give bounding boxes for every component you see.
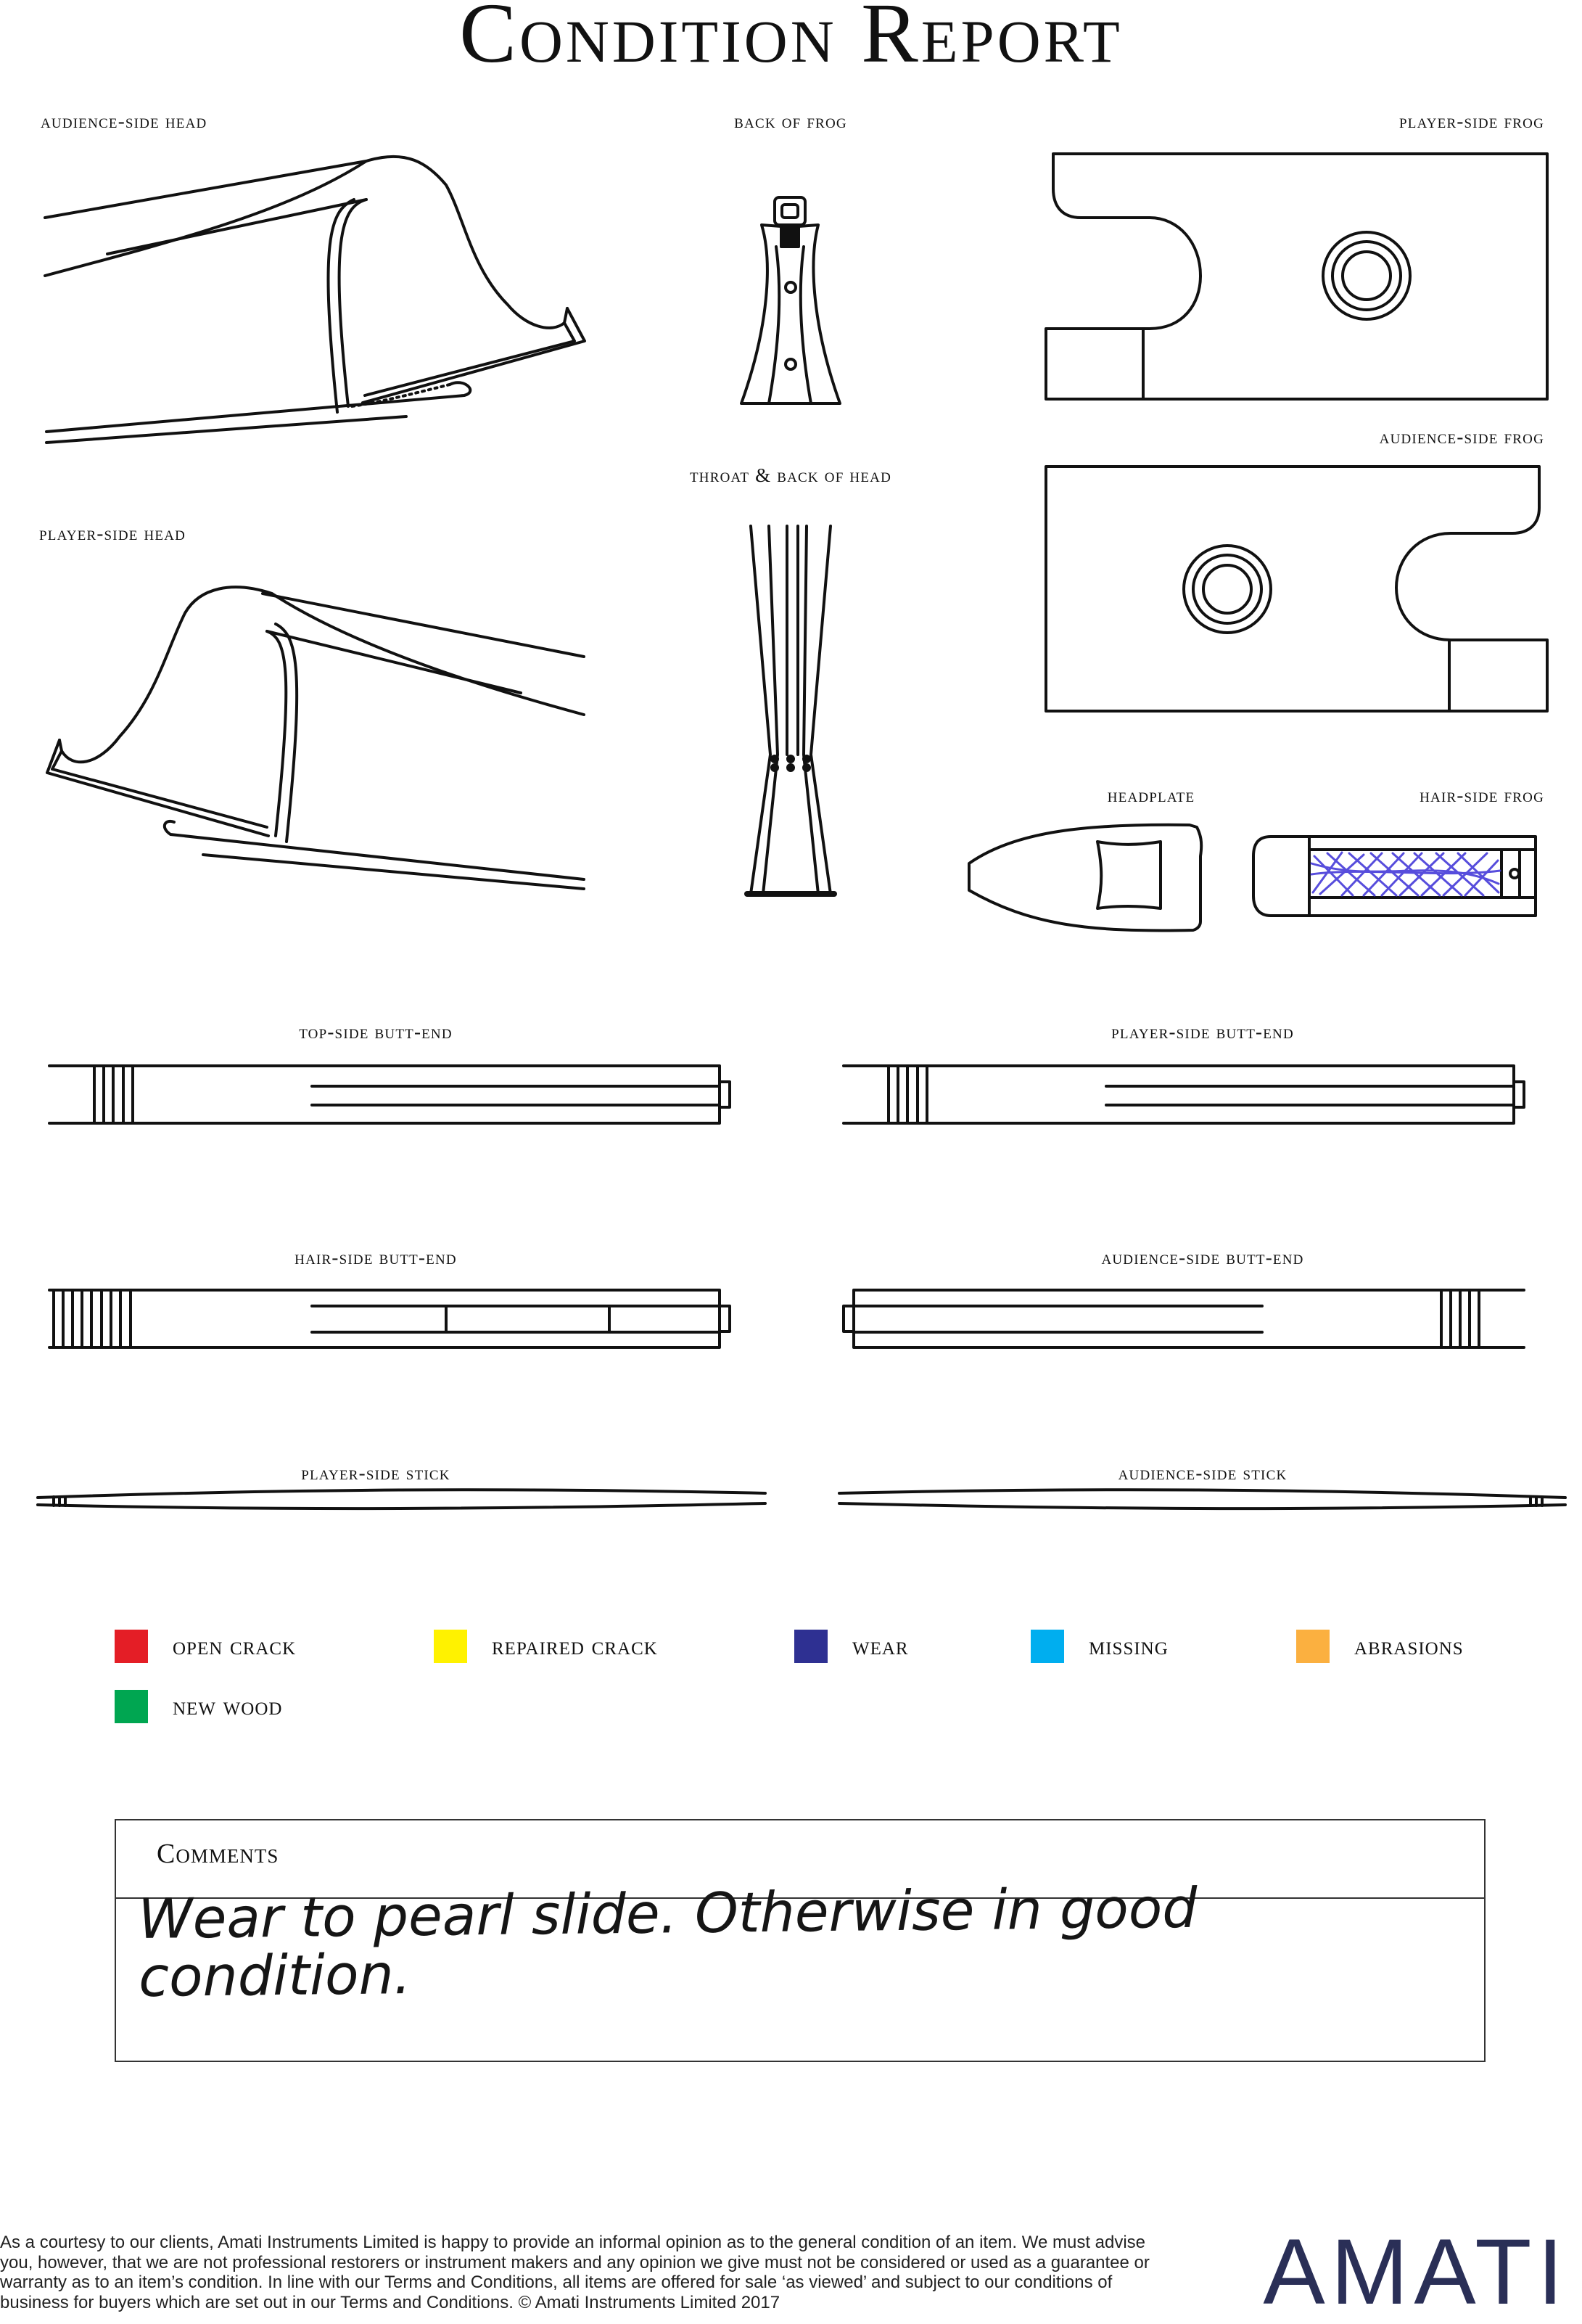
- label-hair-side-butt-end: hair-side butt-end: [294, 1247, 457, 1268]
- legend-wear: [794, 1630, 909, 1663]
- comments-box: [115, 1819, 1486, 2062]
- legend-label: missing: [1089, 1632, 1169, 1660]
- label-top-side-butt-end: top-side butt-end: [299, 1021, 453, 1043]
- label-hair-side-frog: hair-side frog: [1420, 784, 1544, 806]
- wear-markings: [1311, 853, 1500, 895]
- legend-label: repaired crack: [492, 1632, 658, 1660]
- page-title: Condition Report: [459, 0, 1123, 81]
- hair-side-butt-end-diagram: [49, 1290, 730, 1347]
- label-throat-back-of-head: throat & back of head: [690, 464, 891, 486]
- label-audience-side-stick: audience-side stick: [1118, 1462, 1288, 1484]
- amati-logo: AMATI: [1263, 2220, 1569, 2324]
- player-side-stick-diagram: [38, 1490, 765, 1508]
- legend-swatch: [1031, 1630, 1064, 1663]
- legend-swatch: [794, 1630, 828, 1663]
- comments-title: Comments: [157, 1839, 279, 1869]
- top-side-butt-end-diagram: [49, 1066, 730, 1123]
- label-player-side-head: player-side head: [39, 522, 186, 544]
- disclaimer-text: As a courtesy to our clients, Amati Instruments Limited is happy to provide an informal opinion as to the general condition of an item. We must advise you, however, that we are not professional restorers or instrument makers and any opinion we give must not be considered or used as a guarantee or warranty as to an item’s condition. In line with our Terms and Conditions, all items are offered for sale ‘as viewed’ and subject to our conditions of business for buyers which are set out in our Terms and Conditions. © Amati Instruments Limited 2017: [0, 2233, 1150, 2312]
- legend-label: wear: [852, 1632, 909, 1660]
- throat-back-of-head-diagram: [747, 526, 834, 894]
- player-side-butt-end-diagram: [844, 1066, 1524, 1123]
- player-side-frog-diagram: [1046, 154, 1547, 399]
- label-audience-side-butt-end: audience-side butt-end: [1101, 1247, 1304, 1268]
- label-player-side-frog: player-side frog: [1399, 110, 1544, 132]
- legend-open-crack: [115, 1630, 296, 1663]
- audience-side-frog-diagram: [1046, 467, 1547, 711]
- label-back-of-frog: back of frog: [734, 110, 847, 132]
- label-audience-side-frog: audience-side frog: [1379, 426, 1544, 448]
- hair-side-frog-diagram: [1253, 837, 1536, 916]
- legend-repaired-crack: [434, 1630, 658, 1663]
- label-headplate: headplate: [1107, 784, 1195, 806]
- label-audience-side-head: audience-side head: [41, 110, 207, 132]
- legend-new-wood: [115, 1690, 282, 1723]
- legend-label: open crack: [173, 1632, 297, 1660]
- label-player-side-stick: player-side stick: [301, 1462, 450, 1484]
- player-side-head-diagram: [47, 587, 584, 889]
- legend-abrasions: [1296, 1630, 1464, 1663]
- headplate-diagram: [969, 825, 1201, 931]
- legend-label: abrasions: [1354, 1632, 1464, 1660]
- legend-missing: [1031, 1630, 1169, 1663]
- comments-handwritten-text: Wear to pearl slide. Otherwise in good condition.: [137, 1875, 1198, 2009]
- back-of-frog-diagram: [741, 197, 840, 403]
- legend-swatch: [115, 1630, 148, 1663]
- legend-swatch: [434, 1630, 467, 1663]
- legend-label: new wood: [173, 1692, 283, 1720]
- legend-swatch: [1296, 1630, 1330, 1663]
- label-player-side-butt-end: player-side butt-end: [1111, 1021, 1294, 1043]
- legend-swatch: [115, 1690, 148, 1723]
- audience-side-butt-end-diagram: [844, 1290, 1524, 1347]
- audience-side-head-diagram: [45, 157, 585, 443]
- audience-side-stick-diagram: [839, 1490, 1565, 1508]
